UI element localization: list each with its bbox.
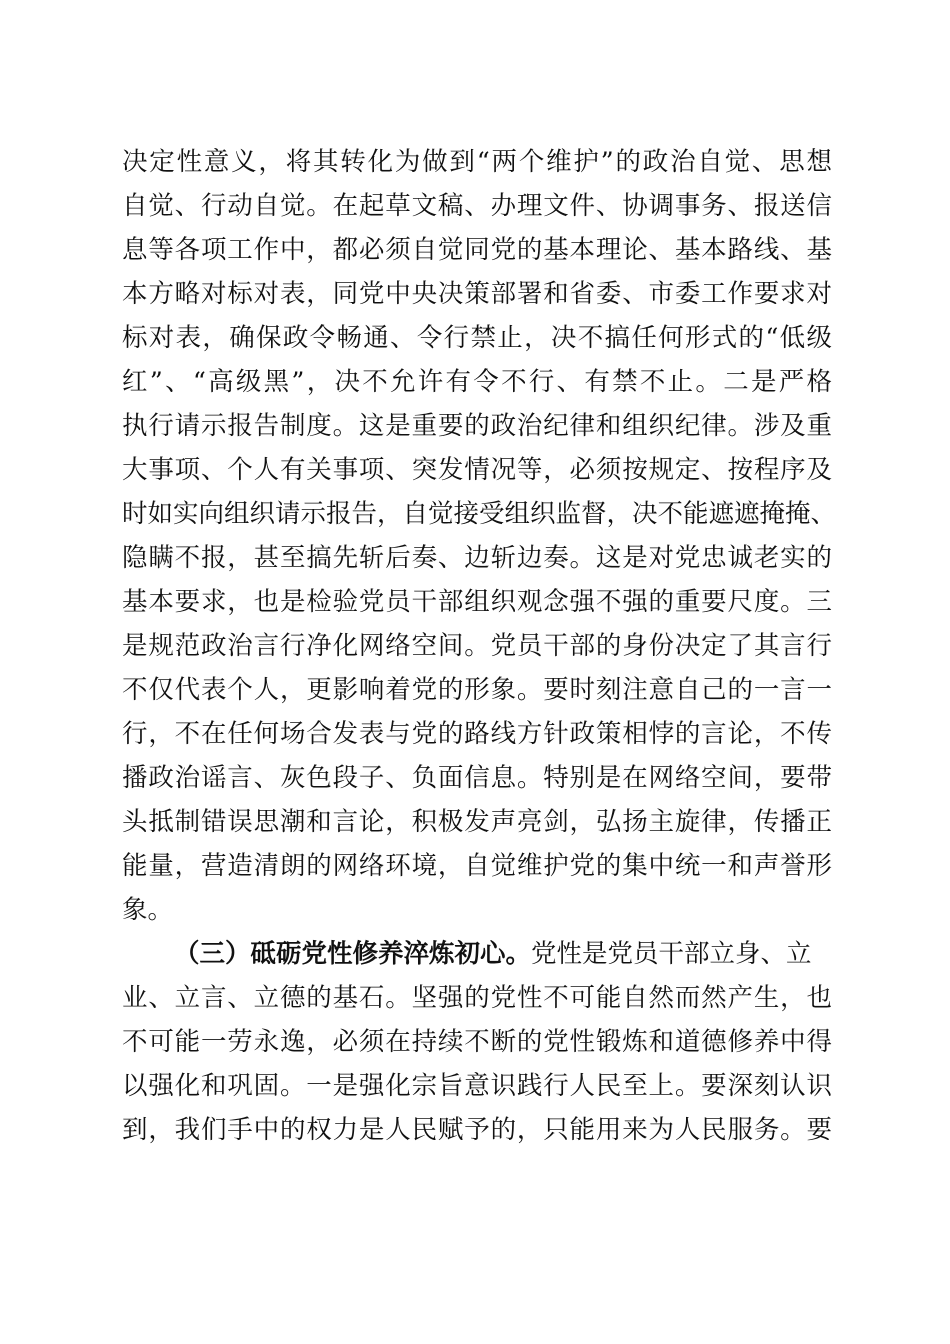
body-line-15: 播政治谣言、灰色段子、负面信息。特别是在网络空间，要带 (122, 763, 832, 793)
body-line-12: 是规范政治言行净化网络空间。党员干部的身份决定了其言行 (122, 631, 832, 661)
body-line-4: 本方略对标对表，同党中央决策部署和省委、市委工作要求对 (122, 279, 832, 309)
body-line-2: 自觉、行动自觉。在起草文稿、办理文件、协调事务、报送信 (122, 191, 832, 221)
section-first-line (174, 934, 832, 974)
section-line-4: 以强化和巩固。一是强化宗旨意识践行人民至上。要深刻认识 (122, 1071, 832, 1101)
body-line-13: 不仅代表个人，更影响着党的形象。要时刻注意自己的一言一 (122, 675, 832, 705)
body-line-14: 行，不在任何场合发表与党的路线方针政策相悖的言论，不传 (122, 719, 832, 749)
body-line-17: 能量，营造清朗的网络环境，自觉维护党的集中统一和声誉形 (122, 851, 832, 881)
body-line-16: 头抵制错误思潮和言论，积极发声亮剑，弘扬主旋律，传播正 (122, 807, 832, 837)
body-line-6: 红”、“高级黑”，决不允许有令不行、有禁不止。二是严格 (122, 367, 832, 397)
body-line-3: 息等各项工作中，都必须自觉同党的基本理论、基本路线、基 (122, 235, 832, 265)
section-heading: （三）砥砺党性修养淬炼初心。 (174, 939, 532, 969)
section-line-2: 业、立言、立德的基石。坚强的党性不可能自然而然产生，也 (122, 983, 832, 1013)
body-line-8: 大事项、个人有关事项、突发情况等，必须按规定、按程序及 (122, 455, 832, 485)
section-line-5: 到，我们手中的权力是人民赋予的，只能用来为人民服务。要 (122, 1115, 832, 1145)
body-line-7: 执行请示报告制度。这是重要的政治纪律和组织纪律。涉及重 (122, 411, 832, 441)
body-line-9: 时如实向组织请示报告，自觉接受组织监督，决不能遮遮掩掩、 (122, 499, 837, 529)
body-line-18: 象。 (122, 895, 174, 925)
body-line-11: 基本要求，也是检验党员干部组织观念强不强的重要尺度。三 (122, 587, 832, 617)
body-line-5: 标对表，确保政令畅通、令行禁止，决不搞任何形式的“低级 (122, 323, 832, 353)
section-line-3: 不可能一劳永逸，必须在持续不断的党性锻炼和道德修养中得 (122, 1027, 832, 1057)
body-line-10: 隐瞒不报，甚至搞先斩后奏、边斩边奏。这是对党忠诚老实的 (122, 543, 832, 573)
section-first-line-text: 党性是党员干部立身、立 (531, 939, 812, 969)
body-line-1: 决定性意义，将其转化为做到“两个维护”的政治自觉、思想 (122, 147, 832, 177)
